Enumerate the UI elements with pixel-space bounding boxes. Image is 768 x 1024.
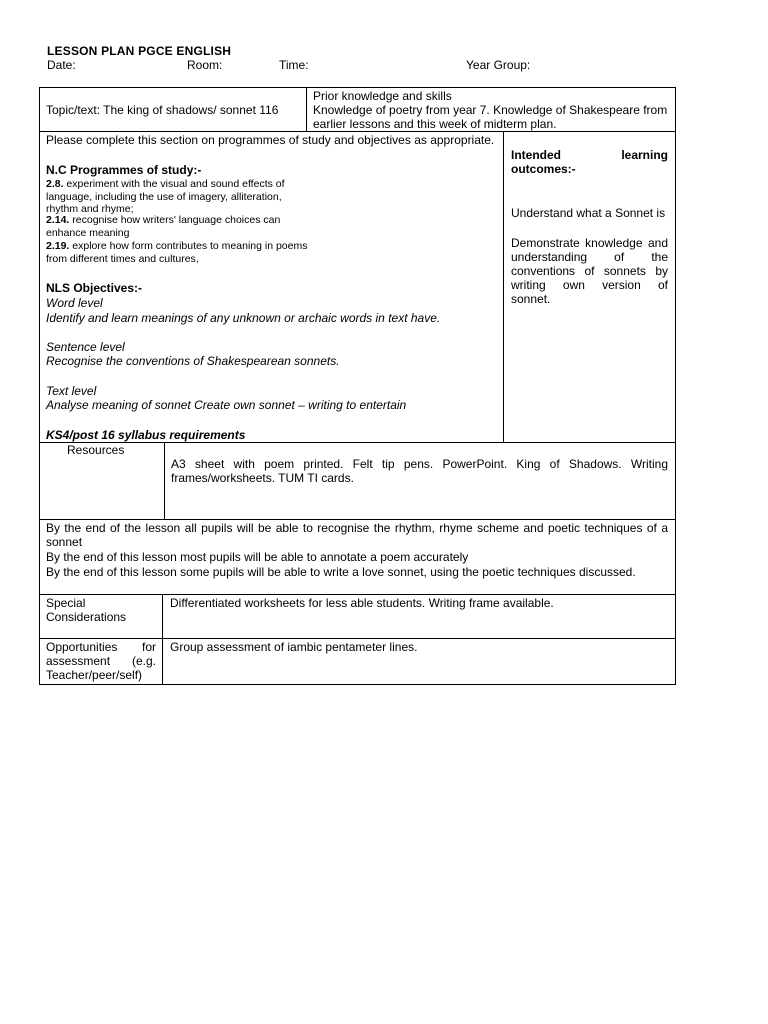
time-label: Time: [279,58,309,72]
date-label: Date: [47,58,76,72]
topic-text: Topic/text: The king of shadows/ sonnet 116 [46,103,279,117]
assessment-label: Opportunities for assessment (e.g. Teacher/peer/self) [46,640,156,682]
page-title: LESSON PLAN PGCE ENGLISH [47,44,232,58]
nc-item-text: experiment with the visual and sound effects of language, including the use of imagery, alliteration, rhythm and rhyme; [46,178,285,215]
special-considerations-text: Differentiated worksheets for less able students. Writing frame available. [170,596,554,610]
nc-item [46,178,316,216]
column-divider [306,87,307,131]
programmes-intro: Please complete this section on programmes of study and objectives as appropriate. [46,133,495,147]
prior-knowledge-text: Knowledge of poetry from year 7. Knowledge of Shakespeare from earlier lessons and this week of midterm plan. [313,103,668,131]
prior-knowledge-heading: Prior knowledge and skills [313,89,452,103]
nc-programmes-heading: N.C Programmes of study:- [46,163,202,177]
intended-outcomes-heading: Intended learning outcomes:- [511,148,668,176]
sentence-level-text: Recognise the conventions of Shakespearean sonnets. [46,354,340,368]
nc-item-number: 2.19. [46,240,70,252]
nc-item-number: 2.8. [46,178,64,190]
nc-item-number: 2.14. [46,214,70,226]
nc-item [46,240,316,265]
outcome-understand: Understand what a Sonnet is [511,206,666,220]
nc-item-text: explore how form contributes to meaning in poems from different times and cultures, [46,240,308,265]
nc-item [46,214,316,239]
nc-item-text: recognise how writers' language choices can enhance meaning [46,214,281,239]
outcome-all-pupils: By the end of the lesson all pupils will be able to recognise the rhythm, rhyme scheme and poetic techniques of a sonnet [46,521,668,549]
ks4-syllabus-heading: KS4/post 16 syllabus requirements [46,428,246,442]
sentence-level-label: Sentence level [46,340,125,354]
year-group-label: Year Group: [466,58,531,72]
resources-label: Resources [67,443,125,457]
column-divider [164,442,165,519]
text-level-text: Analyse meaning of sonnet Create own sonnet – writing to entertain [46,398,407,412]
assessment-text: Group assessment of iambic pentameter lines. [170,640,418,654]
row-divider [39,594,676,595]
room-label: Room: [187,58,223,72]
outcome-demonstrate: Demonstrate knowledge and understanding of the conventions of sonnets by writing own version of sonnet. [511,236,668,306]
outcome-some-pupils: By the end of this lesson some pupils will be able to write a love sonnet, using the poetic techniques discussed. [46,565,636,579]
column-divider [162,594,163,685]
text-level-label: Text level [46,384,97,398]
word-level-text: Identify and learn meanings of any unknown or archaic words in text have. [46,311,441,325]
row-divider [39,519,676,520]
special-considerations-label: Special Considerations [46,596,127,624]
row-divider [39,131,676,132]
word-level-label: Word level [46,296,103,310]
column-divider [503,131,504,442]
resources-text: A3 sheet with poem printed. Felt tip pens. PowerPoint. King of Shadows. Writing frames/worksheets. TUM TI cards. [171,457,668,485]
row-divider [39,638,676,639]
nls-objectives-heading: NLS Objectives:- [46,281,143,295]
outcome-most-pupils: By the end of this lesson most pupils will be able to annotate a poem accurately [46,550,469,564]
